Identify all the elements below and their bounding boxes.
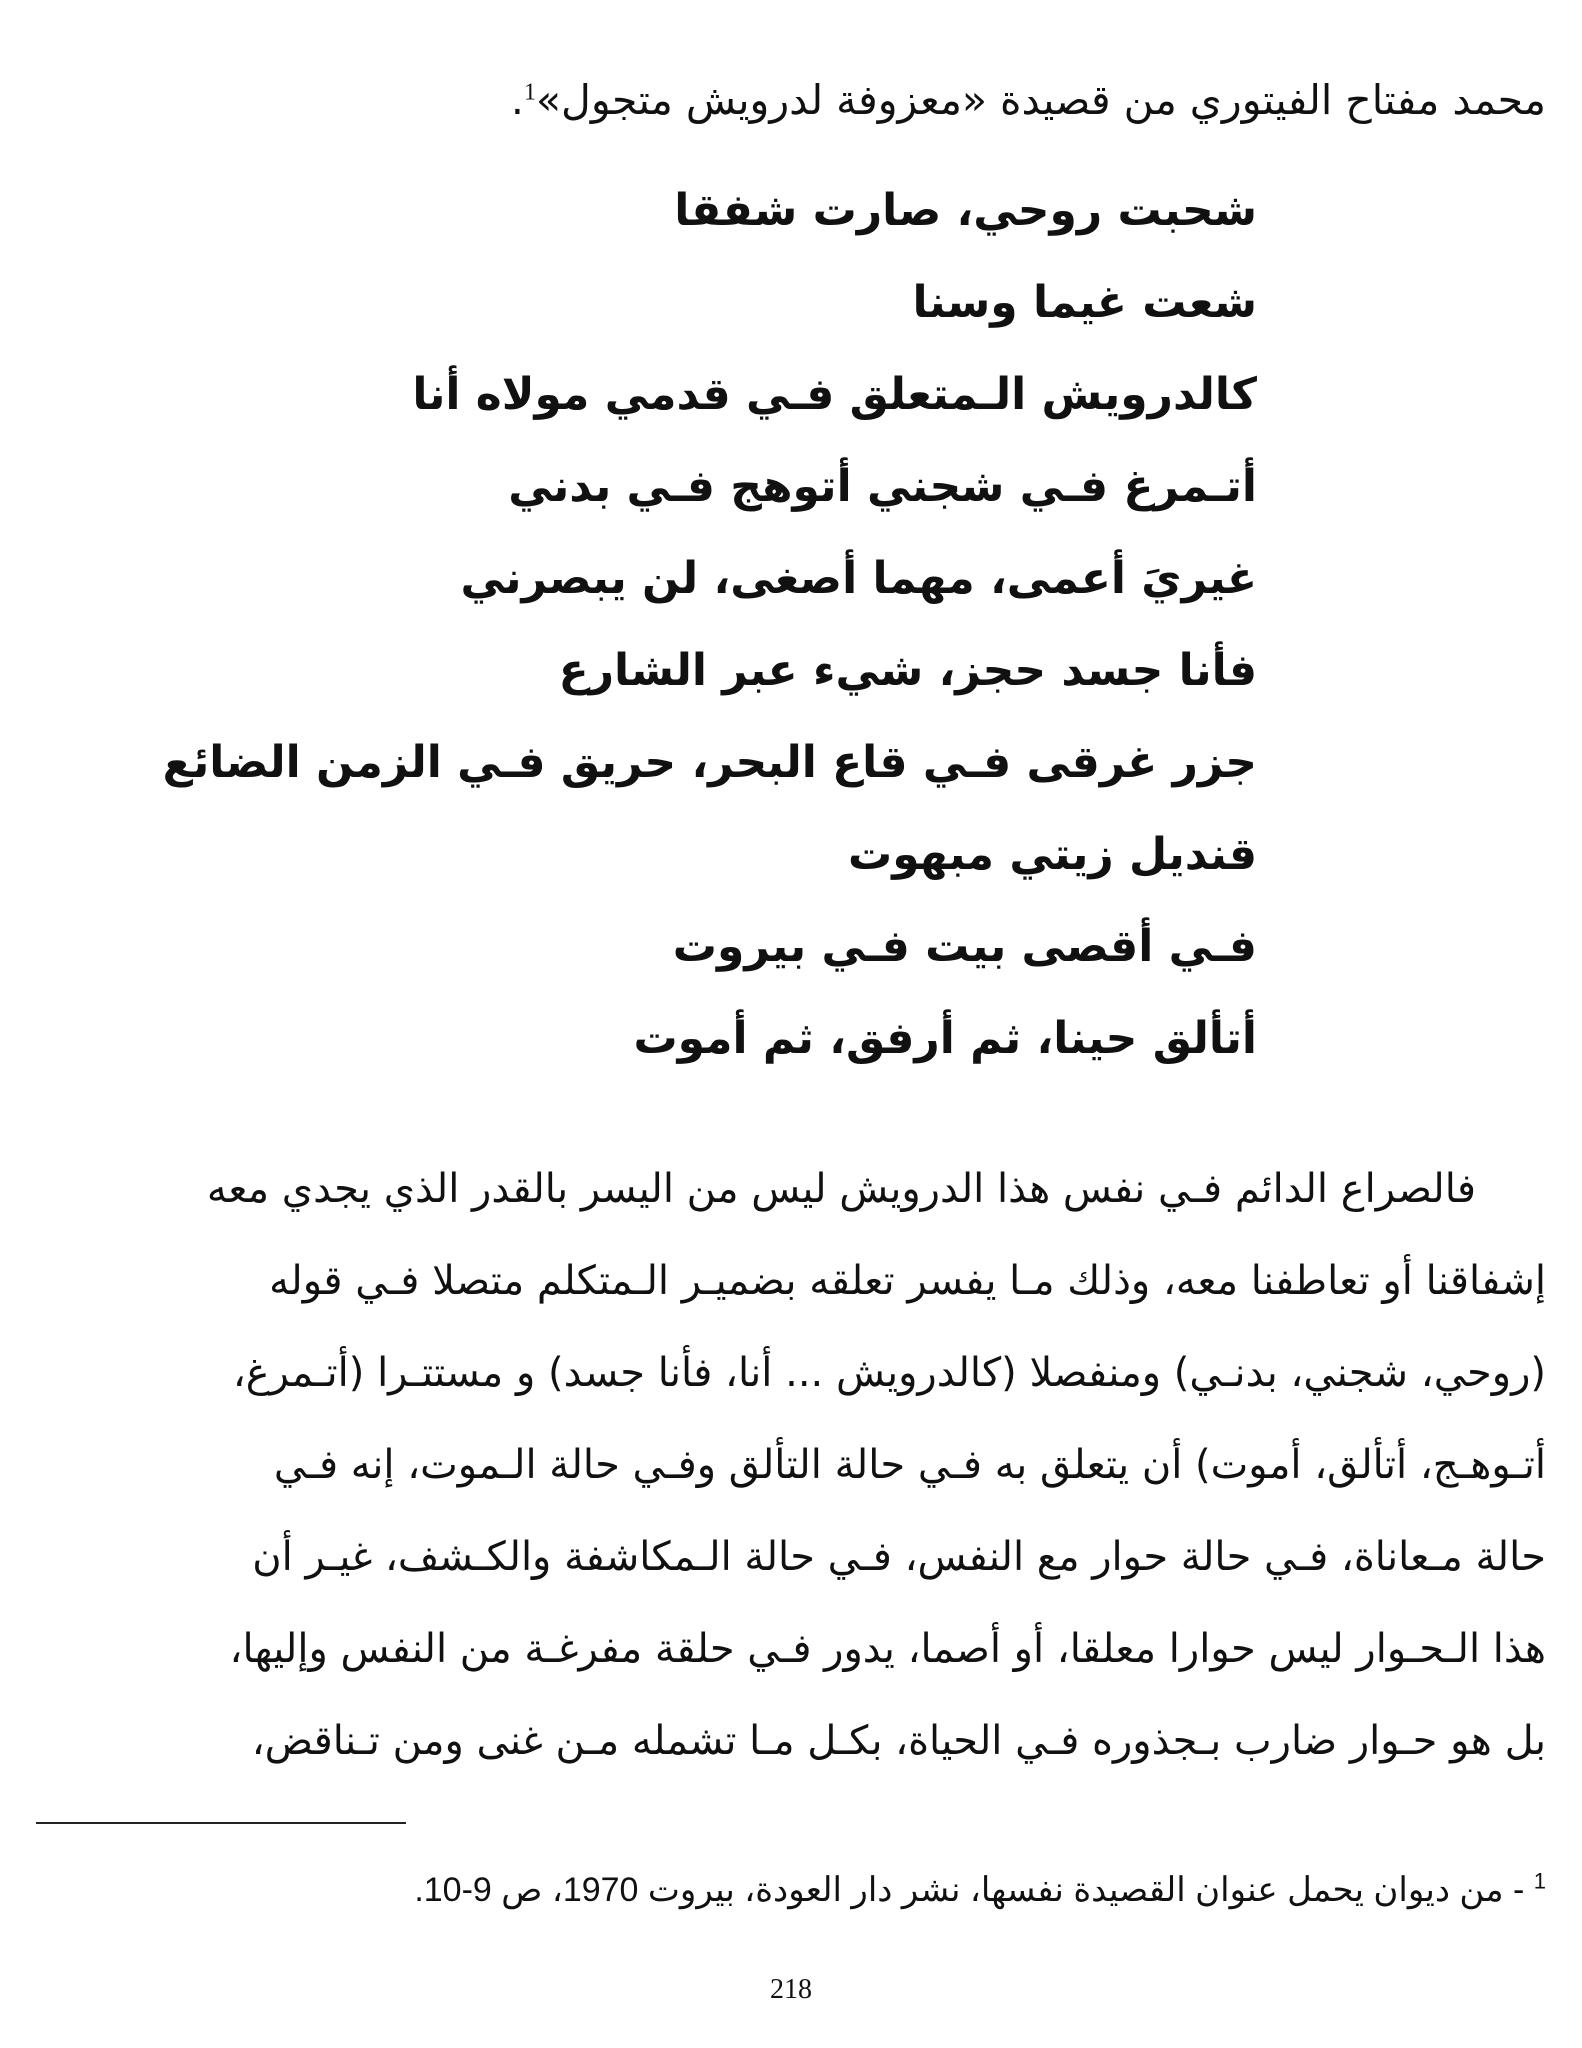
poem-line: جزر غرقى فـي قاع البحر، حريق فـي الزمن الضائع bbox=[162, 737, 1257, 788]
poem-line: كالدرويش الـمتعلق فـي قدمي مولاه أنا bbox=[412, 369, 1257, 420]
page-number: 218 bbox=[770, 1974, 812, 2005]
poem-line: غيريَ أعمى، مهما أصغى، لن يبصرني bbox=[460, 553, 1257, 604]
paragraph-line: حالة مـعاناة، فـي حالة حوار مع النفس، فـي حالة الـمكاشفة والكـشف، غيـر أن bbox=[252, 1534, 1546, 1580]
poem-line: فأنا جسد حجز، شيء عبر الشارع bbox=[558, 645, 1257, 696]
footnote-number: 1 bbox=[1533, 1868, 1546, 1894]
poem-line: أتـمرغ فـي شجني أتوهج فـي بدني bbox=[508, 461, 1257, 512]
paragraph-line: إشفاقنا أو تعاطفنا معه، وذلك مـا يفسر تعلقه بضميـر الـمتكلم متصلا فـي قوله bbox=[269, 1258, 1546, 1304]
paragraph-line: فالصراع الدائم فـي نفس هذا الدرويش ليس من اليسر بالقدر الذي يجدي معه bbox=[206, 1166, 1476, 1212]
intro-line bbox=[36, 50, 1546, 150]
paragraph-line: (روحي، شجني، بدنـي) ومنفصلا (كالدرويش ... أنا، فأنا جسد) و مستتـرا (أتـمرغ، bbox=[232, 1350, 1546, 1396]
footnote bbox=[36, 1860, 1546, 1920]
footnote-separator bbox=[36, 1822, 406, 1824]
poem-line: قنديل زيتي مبهوت bbox=[848, 829, 1257, 880]
poem-line: شحبت روحي، صارت شفقا bbox=[674, 185, 1257, 236]
paragraph-line: بل هو حـوار ضارب بـجذوره فـي الحياة، بكـل مـا تشمله مـن غنى ومن تـناقض، bbox=[251, 1718, 1546, 1764]
poem-stanza bbox=[162, 165, 1257, 1085]
poem-line: شعت غيما وسنا bbox=[912, 277, 1257, 328]
intro-text: محمد مفتاح الفيتوري من قصيدة «معزوفة لدرويش متجول» bbox=[535, 76, 1546, 124]
paragraph-line: أتـوهـج، أتألق، أموت) أن يتعلق به فـي حالة التألق وفـي حالة الـموت، إنه فـي bbox=[273, 1442, 1546, 1488]
poem-line: أتألق حينا، ثم أرفق، ثم أموت bbox=[633, 1013, 1257, 1064]
footnote-reference: 1 bbox=[523, 79, 536, 106]
poem-line: فـي أقصى بيت فـي بيروت bbox=[672, 921, 1257, 972]
footnote-text: - من ديوان يحمل عنوان القصيدة نفسها، نشر دار العودة، بيروت 1970، ص 9-10. bbox=[414, 1871, 1534, 1909]
body-paragraph bbox=[36, 1143, 1546, 1787]
paragraph-line: هذا الـحـوار ليس حوارا معلقا، أو أصما، يدور فـي حلقة مفرغـة من النفس وإليها، bbox=[229, 1626, 1546, 1672]
intro-end-punctuation: . bbox=[510, 76, 524, 124]
